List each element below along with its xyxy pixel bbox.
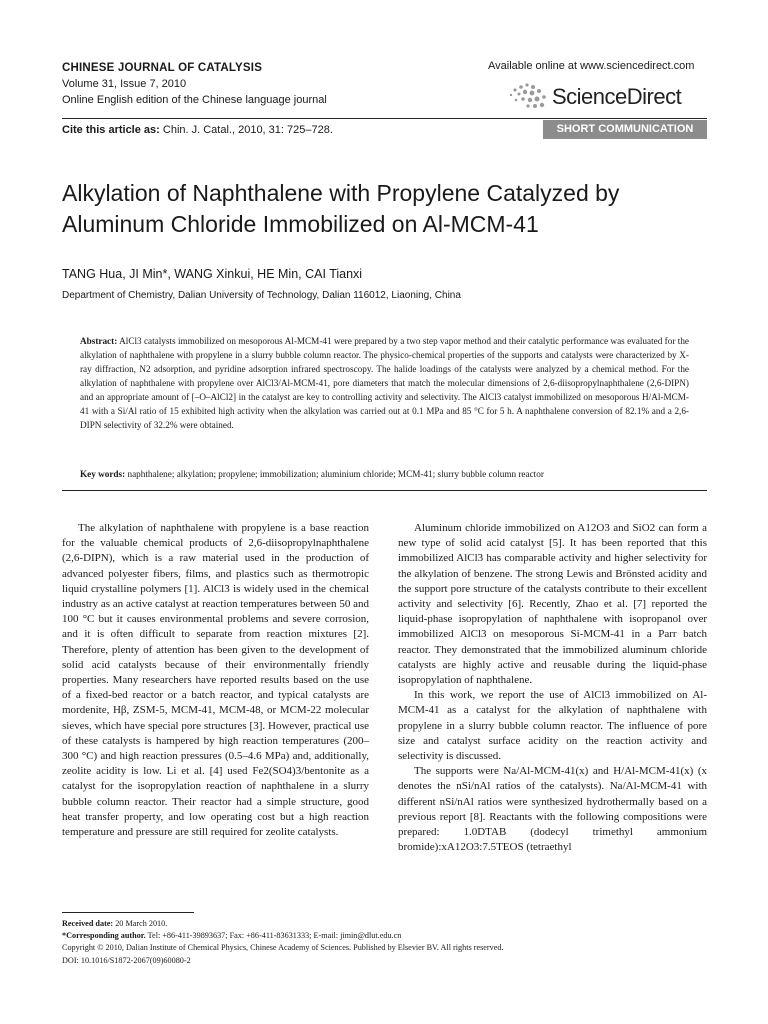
received-date	[62, 918, 504, 930]
sciencedirect-wordmark: ScienceDirect	[552, 84, 682, 109]
citation-text: Chin. J. Catal., 2010, 31: 725–728.	[162, 124, 333, 136]
keywords	[80, 467, 689, 481]
footnote-divider	[62, 912, 194, 913]
footnotes	[62, 918, 504, 967]
body-paragraph: Aluminum chloride immobilized on A12O3 and SiO2 can form a new type of solid acid catalyst [5]. It has been reported that this immobilized AlCl3 has comparable activity and higher selectivity for the alkylation of benzene. The strong Lewis and Brönsted acidity and the support pore structure of the catalysts contribute to their excellent activity and selectivity [6]. Recently, Zhao et al. [7] reported the liquid-phase isopropylation of naphthalene with isopropanol over immobilized AlCl3 on mesoporous Si-MCM-41 in a Parr batch reactor. They demonstrated that the immobilized aluminum chloride catalysts are highly active and reusable during the liquid-phase isopropylation of naphthalene.	[398, 522, 707, 687]
article-title: Alkylation of Naphthalene with Propylene Catalyzed by Aluminum Chloride Immobilized on Al-MCM-41	[62, 180, 620, 237]
received-value: 20 March 2010.	[115, 919, 168, 928]
doi-link[interactable]: DOI: 10.1016/S1872-2067(09)60080-2	[62, 955, 191, 965]
header-divider	[62, 118, 707, 119]
citation-line	[62, 124, 333, 136]
keywords-label: Key words:	[80, 469, 126, 479]
journal-name: CHINESE JOURNAL OF CATALYSIS	[62, 62, 263, 74]
received-label: Received date:	[62, 919, 114, 928]
article-type-badge: SHORT COMMUNICATION	[543, 120, 707, 139]
body-paragraph: In this work, we report the use of AlCl3 immobilized on Al-MCM-41 as a catalyst for the alkylation of naphthalene with propylene in a slurry bubble column reactor. The influence of pore size and catalyst surface acidity on the reaction activity and selectivity is discussed.	[398, 689, 707, 763]
keywords-text: naphthalene; alkylation; propylene; immobilization; aluminium chloride; MCM-41; slurry bubble column reactor	[127, 469, 544, 479]
abstract-divider	[62, 490, 707, 491]
body-paragraph: The alkylation of naphthalene with propylene is a base reaction for the valuable chemical products of 2,6-diisopropylnaphthalene (2,6-DIPN), which is a raw material used in the production of advanced polyester fibers, films, and plastics such as thermotropic liquid crystalline polymers [1]. AlCl3 is widely used in the chemical industry as an active catalyst at reaction temperatures between 50 and 100 °C but it causes environmental problems and severe corrosion, and it is often difficult to separate from reaction mixtures [2]. Therefore, plenty of attention has been given to the development of solid acid catalysts because of their environmentally friendly properties. Many researchers have reported results based on the use of a fixed-bed reactor or a batch reactor, and typical catalysts are mordenite, Hβ, ZSM-5, MCM-41, MCM-48, or MCM-22 molecular sieves, which have special pore structures [3]. However, practical use of these catalysts is hampered by high reaction temperatures (200–300 °C) and high reaction pressures (0.5–4.6 MPa) and, additionally, zeolite acidity is low. Li et al. [4] used Fe2(SO4)3/bentonite as a catalyst for the isopropylation reaction of naphthalene in a slurry bubble column reactor. Their reactor had a simple structure, good heat transfer property, and low operating cost but a high reaction temperature and pressure are still required for zeolite catalysts.	[62, 522, 369, 839]
abstract	[80, 334, 689, 432]
copyright: Copyright © 2010, Dalian Institute of Chemical Physics, Chinese Academy of Sciences. Published by Elsevier BV. All rights reserved.	[62, 943, 504, 953]
body-paragraph: The supports were Na/Al-MCM-41(x) and H/Al-MCM-41(x) (x denotes the nSi/nAl ratios of the catalysts). Na/Al-MCM-41 with different nSi/nAl ratios were synthesized hydrothermally based on a previous report [8]. Reactants with the following compositions were prepared: 1.0DTAB (dodecyl trimethyl ammonium bromide):xA12O3:7.5TEOS (tetraethyl	[398, 765, 707, 854]
author-affiliation: Department of Chemistry, Dalian University of Technology, Dalian 116012, Liaoning, China	[62, 290, 461, 301]
article-authors: TANG Hua, JI Min*, WANG Xinkui, HE Min, CAI Tianxi	[62, 267, 363, 281]
body-column-left	[62, 521, 369, 840]
availability-link[interactable]: Available online at www.sciencedirect.com	[488, 60, 695, 72]
citation-label: Cite this article as:	[62, 124, 160, 136]
abstract-text: AlCl3 catalysts immobilized on mesoporous Al-MCM-41 were prepared by a two step vapor method and their catalytic performance was evaluated for the alkylation of naphthalene with propylene in a slurry bubble column reactor. The physico-chemical properties of the supports and catalysts were characterized by X-ray diffraction, N2 adsorption, and pyridine adsorption infrared spectroscopy. The halide loadings of the catalysts were analyzed by a chemical method. For the alkylation of naphthalene with propylene over AlCl3/Al-MCM-41, pore diameters that match the molecular dimensions of 2,6-diisopropylnaphthalene (2,6-DIPN) and an appropriate amount of [–O–AlCl2] in the catalyst are key to controlling activity and selectivity. The AlCl3 catalyst immobilized on mesoporous H/Al-MCM-41 with a Si/Al ratio of 15 exhibited high activity when the alkylation was carried out at 0.1 MPa and 85 °C for 5 h. A naphthalene conversion of 82.1% and a 2,6-DIPN selectivity of 32.2% were obtained.	[80, 336, 689, 430]
journal-edition: Online English edition of the Chinese language journal	[62, 94, 327, 106]
corresponding-value: Tel: +86-411-39893637; Fax: +86-411-83631333; E-mail: jimin@dlut.edu.cn	[147, 931, 402, 941]
journal-volume: Volume 31, Issue 7, 2010	[62, 78, 187, 90]
body-column-right	[398, 521, 707, 855]
corresponding-author	[62, 930, 504, 942]
corresponding-label: *Corresponding author.	[62, 931, 146, 941]
abstract-label: Abstract:	[80, 336, 118, 346]
